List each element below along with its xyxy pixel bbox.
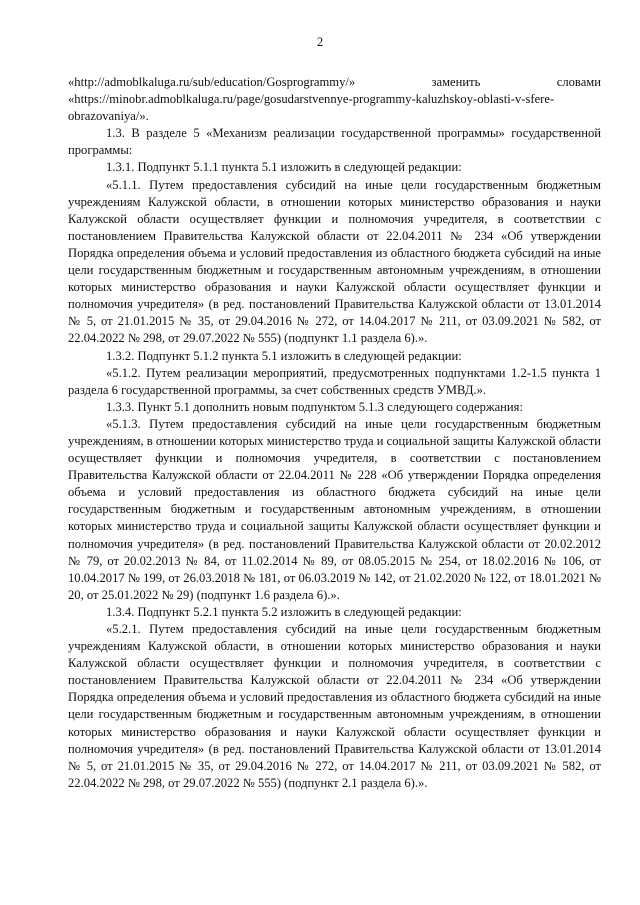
document-body xyxy=(68,74,601,792)
paragraph-1-3-3: 1.3.3. Пункт 5.1 дополнить новым подпунктом 5.1.3 следующего содержания: xyxy=(106,399,523,414)
paragraph-5-2-1: «5.2.1. Путем предоставления субсидий на иные цели государственным бюджетным учреждениям Калужской области, в отношении которых министерство образования и науки Калужской области осуществляет функции и полномочия учредителя, в соответствии с постановлением Правительства Калужской области от 22.04.2011 № 234 «Об утверждении Порядка определения объема и условий предоставления из областного бюджета субсидий на иные цели государственным бюджетным и государственным автономным учреждениям, в отношении которых министерство образования и науки Калужской области осуществляет функции и полномочия учредителя» (в ред. постановлений Правительства Калужской области от 13.01.2014 № 5, от 21.01.2015 № 35, от 29.04.2016 № 272, от 14.04.2017 № 211, от 03.09.2021 № 582, от 22.04.2022 № 298, от 29.07.2022 № 555) (подпункт 2.1 раздела 6).». xyxy=(68,622,601,790)
paragraph-5-1-2: «5.1.2. Путем реализации мероприятий, предусмотренных подпунктами 1.2-1.5 пункта 1 раздела 6 государственной программы, за счет собственных средств УМВД.». xyxy=(68,365,601,397)
page-number: 2 xyxy=(316,35,324,49)
paragraph-5-1-3: «5.1.3. Путем предоставления субсидий на иные цели государственным бюджетным учреждениям, в отношении которых министерство труда и социальной защиты Калужской области осуществляет функции и полномочия учредителя, в соответствии с постановлением Правительства Калужской области от 22.04.2011 № 228 «Об утверждении Порядка определения объема и условий предоставления из областного бюджета субсидий на иные цели государственным бюджетным и государственным автономным учреждениям, в отношении которых министерство труда и социальной защиты Калужской области осуществляет функции и полномочия учредителя» (в ред. постановлений Правительства Калужской области от 20.02.2012 № 79, от 20.02.2013 № 84, от 11.02.2014 № 89, от 08.05.2015 № 254, от 18.02.2016 № 106, от 10.04.2017 № 199, от 26.03.2018 № 181, от 06.03.2019 № 142, от 21.02.2020 № 122, от 18.01.2021 № 20, от 25.01.2022 № 29) (подпункт 1.6 раздела 6).». xyxy=(68,416,601,602)
paragraph-1-3-2: 1.3.2. Подпункт 5.1.2 пункта 5.1 изложить в следующей редакции: xyxy=(106,348,462,363)
paragraph-1-3: 1.3. В разделе 5 «Механизм реализации государственной программы» государственной программы: xyxy=(68,126,601,158)
paragraph-5-1-1: «5.1.1. Путем предоставления субсидий на иные цели государственным бюджетным учреждениям Калужской области, в отношении которых министерство образования и науки Калужской области осуществляет функции и полномочия учредителя, в соответствии с постановлением Правительства Калужской области от 22.04.2011 № 234 «Об утверждении Порядка определения объема и условий предоставления из областного бюджета субсидий на иные цели государственным бюджетным и государственным автономным учреждениям, в отношении которых министерство образования и науки Калужской области осуществляет функции и полномочия учредителя» (в ред. постановлений Правительства Калужской области от 13.01.2014 № 5, от 21.01.2015 № 35, от 29.04.2016 № 272, от 14.04.2017 № 211, от 03.09.2021 № 582, от 22.04.2022 № 298, от 29.07.2022 № 555) (подпункт 1.1 раздела 6).». xyxy=(68,177,601,346)
paragraph-link-replacement: «http://admoblkaluga.ru/sub/education/Gosprogrammy/» заменить словами «https://minobr.admoblkaluga.ru/page/gosudarstvennye-programmy-kaluzhskoy-oblasti-v-sfere-obrazovaniya/». xyxy=(68,75,601,124)
paragraph-1-3-1: 1.3.1. Подпункт 5.1.1 пункта 5.1 изложить в следующей редакции: xyxy=(106,160,462,175)
paragraph-1-3-4: 1.3.4. Подпункт 5.2.1 пункта 5.2 изложить в следующей редакции: xyxy=(106,604,462,619)
